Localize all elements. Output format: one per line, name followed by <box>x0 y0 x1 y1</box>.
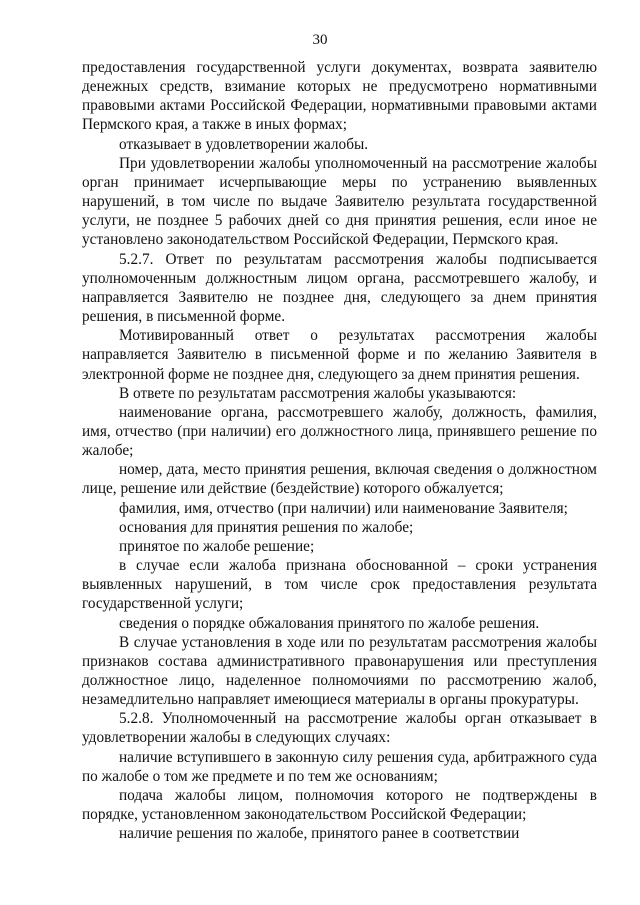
list-item: номер, дата, место принятия решения, включая сведения о должностном лице, решение или действие (бездействие) которого обжалуется; <box>82 461 597 498</box>
list-item: наличие вступившего в законную силу решения суда, арбитражного суда по жалобе о том же предмете и по тем же основаниям; <box>82 748 597 785</box>
list-item: наличие решения по жалобе, принятого ранее в соответствии <box>119 825 520 843</box>
list-item: сведения о порядке обжалования принятого по жалобе решения. <box>119 614 540 632</box>
paragraph: При удовлетворении жалобы уполномоченный на рассмотрение жалобы орган принимает исчерпывающие меры по устранению выявленных нарушений, в том числе по выдаче Заявителю результата государственной услуги, не позднее 5 рабочих дней со дня принятия решения, если иное не установлено законодательством Российской Федерации, Пермского края. <box>82 154 597 249</box>
paragraph: В случае установления в ходе или по результатам рассмотрения жалобы признаков состава административного правонарушения или преступления должностное лицо, наделенное полномочиями по рассмотрению жалоб, незамедлительно направляет имеющиеся материалы в органы прокуратуры. <box>82 633 597 709</box>
list-item: наименование органа, рассмотревшего жалобу, должность, фамилия, имя, отчество (при наличии) его должностного лица, принявшего решение по жалобе; <box>82 403 597 460</box>
list-item: фамилия, имя, отчество (при наличии) или наименование Заявителя; <box>119 499 568 517</box>
paragraph-continuation: предоставления государственной услуги документах, возврата заявителю денежных средств, взимание которых не предусмотрено нормативными правовыми актами Российской Федерации, нормативными правовыми актами Пермского края, а также в иных формах; <box>82 59 597 134</box>
document-body <box>82 58 597 843</box>
page-number: 30 <box>312 32 328 48</box>
list-item: подача жалобы лицом, полномочия которого не подтверждены в порядке, установленном законодательством Российской Федерации; <box>82 786 597 824</box>
paragraph-clause-5-2-8: 5.2.8. Уполномоченный на рассмотрение жалобы орган отказывает в удовлетворении жалобы в следующих случаях: <box>82 710 597 747</box>
list-item: принятое по жалобе решение; <box>119 537 315 555</box>
list-item: в случае если жалоба признана обоснованной – сроки устранения выявленных нарушений, в том числе срок предоставления результата государственной услуги; <box>82 557 597 613</box>
paragraph: отказывает в удовлетворении жалобы. <box>119 135 369 153</box>
paragraph: В ответе по результатам рассмотрения жалобы указываются: <box>119 384 517 402</box>
paragraph: Мотивированный ответ о результатах рассмотрения жалобы направляется Заявителю в письменной форме и по желанию Заявителя в электронной форме не позднее дня, следующего за днем принятия решения. <box>82 327 597 383</box>
list-item: основания для принятия решения по жалобе; <box>119 518 414 536</box>
paragraph-clause-5-2-7: 5.2.7. Ответ по результатам рассмотрения жалобы подписывается уполномоченным должностным лицом органа, рассмотревшего жалобу, и направляется Заявителю не позднее дня, следующего за днем принятия решения, в письменной форме. <box>82 250 597 326</box>
